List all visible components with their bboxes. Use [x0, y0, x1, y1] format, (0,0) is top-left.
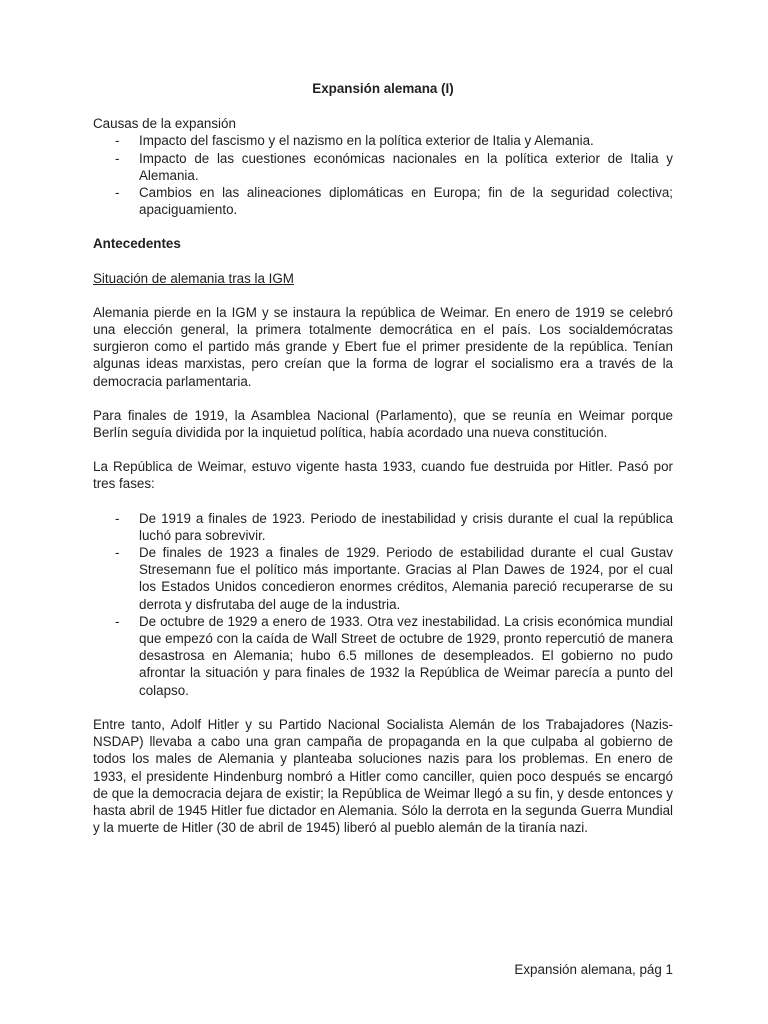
- paragraph: La República de Weimar, estuvo vigente hasta 1933, cuando fue destruida por Hitler. Pasó por tres fases:: [93, 459, 673, 492]
- antecedentes-heading: Antecedentes: [93, 236, 181, 252]
- phases-list-item: - De finales de 1923 a finales de 1929. Periodo de estabilidad durante el cual Gustav Stresemann fue el político más importante. Gracias al Plan Dawes de 1924, por el cual los Estados Unidos concedieron enormes créditos, Alemania pareció recuperarse de su derrota y disfrutaba del auge de la industria.: [93, 544, 673, 613]
- paragraph: Para finales de 1919, la Asamblea Nacional (Parlamento), que se reunía en Weimar porque Berlín seguía dividida por la inquietud política, había acordado una nueva constitución.: [93, 407, 673, 441]
- causes-list-item: - Impacto del fascismo y el nazismo en la política exterior de Italia y Alemania.: [93, 132, 673, 149]
- page-footer: Expansión alemana, pág 1: [514, 962, 673, 977]
- document-page: [93, 80, 673, 836]
- causes-list: [93, 132, 673, 218]
- phases-list: [93, 510, 673, 699]
- phases-list-item: - De 1919 a finales de 1923. Periodo de inestabilidad y crisis durante el cual la república luchó para sobrevivir.: [93, 510, 673, 544]
- causes-list-item: - Impacto de las cuestiones económicas nacionales en la política exterior de Italia y Alemania.: [93, 150, 673, 184]
- section-heading: Situación de alemania tras la IGM: [93, 270, 294, 286]
- phases-list-item: - De octubre de 1929 a enero de 1933. Otra vez inestabilidad. La crisis económica mundial que empezó con la caída de Wall Street de octubre de 1929, pronto repercutió de manera desastrosa en Alemania; hubo 6.5 millones de desempleados. El gobierno no pudo afrontar la situación y para finales de 1932 la República de Weimar parecía a punto del colapso.: [93, 613, 673, 699]
- closing-paragraph: Entre tanto, Adolf Hitler y su Partido Nacional Socialista Alemán de los Trabajadores (Nazis-NSDAP) llevaba a cabo una gran campaña de propaganda en la que culpaba al gobierno de todos los males de Alemania y planteaba soluciones nazis para los problemas. En enero de 1933, el presidente Hindenburg nombró a Hitler como canciller, quien poco después se encargó de que la democracia dejara de existir; la República de Weimar llegó a su fin, y desde entonces y hasta abril de 1945 Hitler fue dictador en Alemania. Sólo la derrota en la segunda Guerra Mundial y la muerte de Hitler (30 de abril de 1945) liberó al pueblo alemán de la tiranía nazi.: [93, 716, 673, 836]
- document-title: Expansión alemana (I): [312, 81, 454, 96]
- causes-list-item: - Cambios en las alineaciones diplomáticas en Europa; fin de la seguridad colectiva; apaciguamiento.: [93, 184, 673, 218]
- causes-heading: Causas de la expansión: [93, 116, 236, 132]
- paragraph: Alemania pierde en la IGM y se instaura la república de Weimar. En enero de 1919 se celebró una elección general, la primera totalmente democrática en el país. Los socialdemócratas surgieron como el partido más grande y Ebert fue el primer presidente de la república. Tenían algunas ideas marxistas, pero creían que la forma de lograr el socialismo era a través de la democracia parlamentaria.: [93, 304, 673, 389]
